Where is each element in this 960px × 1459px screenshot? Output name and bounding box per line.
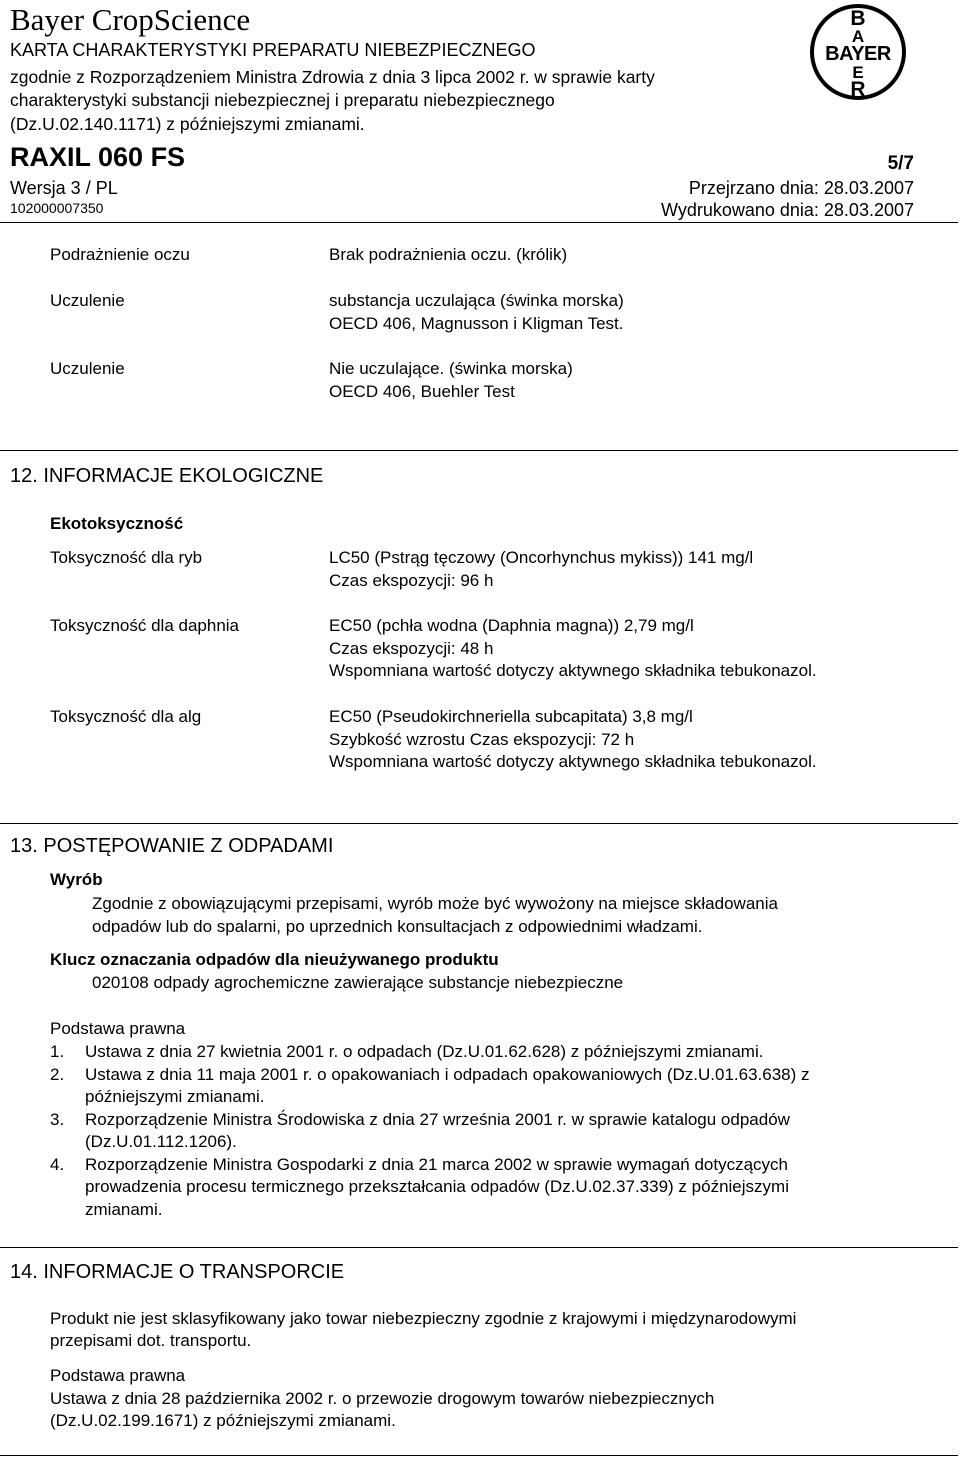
section-13-divider <box>0 823 958 824</box>
legal-item-2-line-1: Ustawa z dnia 11 maja 2001 r. o opakowaniach i odpadach opakowaniowych (Dz.U.01.63.638) z <box>85 1065 810 1084</box>
legal-item-3-num: 3. <box>50 1110 65 1129</box>
svg-text:A: A <box>851 27 865 46</box>
ecotox-label-algae: Toksyczność dla alg <box>50 707 202 726</box>
regulation-line-3: (Dz.U.02.140.1171) z późniejszymi zmianami. <box>10 114 365 134</box>
printed-date: Wydrukowano dnia: 28.03.2007 <box>660 200 914 220</box>
legal-item-4-line-2: prowadzenia procesu termicznego przekształcania odpadów (Dz.U.02.37.339) z późniejszymi <box>85 1177 789 1196</box>
tox-label-sens-1: Uczulenie <box>50 291 125 310</box>
product-name: RAXIL 060 FS <box>10 142 186 172</box>
waste-product-line-2: odpadów lub do spalarni, po uprzednich konsultacjach z odpowiednimi władzami. <box>92 917 703 936</box>
ecotox-value-algae-2: Szybkość wzrostu Czas ekspozycji: 72 h <box>329 730 635 749</box>
waste-product-label: Wyrób <box>50 870 103 889</box>
tox-value-sens-1b: OECD 406, Magnusson i Kligman Test. <box>329 314 624 333</box>
transport-text-1: Produkt nie jest sklasyfikowany jako towar niebezpieczny zgodnie z krajowymi i międzynarodowymi <box>50 1309 797 1328</box>
regulation-line-1: zgodnie z Rozporządzeniem Ministra Zdrowia z dnia 3 lipca 2002 r. w sprawie karty <box>10 67 655 87</box>
bayer-cross-logo <box>808 2 908 102</box>
section-14-divider <box>0 1247 958 1248</box>
legal-item-4-num: 4. <box>50 1155 65 1174</box>
revised-date: Przejrzano dnia: 28.03.2007 <box>688 178 914 198</box>
legal-item-2-num: 2. <box>50 1065 65 1084</box>
ecotox-value-daphnia-2: Czas ekspozycji: 48 h <box>329 639 494 658</box>
svg-text:E: E <box>852 63 864 82</box>
tox-label-sens-2: Uczulenie <box>50 359 125 378</box>
tox-value-sens-1a: substancja uczulająca (świnka morska) <box>329 291 624 310</box>
header-divider <box>0 222 958 223</box>
page-number: 5/7 <box>887 153 914 174</box>
legal-item-4-line-1: Rozporządzenie Ministra Gospodarki z dnia 21 marca 2002 w sprawie wymagań dotyczących <box>85 1155 789 1174</box>
waste-key-value: 020108 odpady agrochemiczne zawierające substancje niebezpieczne <box>92 973 624 992</box>
legal-item-1-num: 1. <box>50 1042 65 1061</box>
section-14-title: 14. INFORMACJE O TRANSPORCIE <box>10 1261 345 1283</box>
ecotox-value-algae-1: EC50 (Pseudokirchneriella subcapitata) 3,8 mg/l <box>329 707 693 726</box>
version: Wersja 3 / PL <box>10 178 118 198</box>
ecotox-value-fish-1: LC50 (Pstrąg tęczowy (Oncorhynchus mykiss)) 141 mg/l <box>329 548 754 567</box>
section-13-title: 13. POSTĘPOWANIE Z ODPADAMI <box>10 835 334 857</box>
legal-item-4-line-3: zmianami. <box>85 1200 163 1219</box>
section-12-divider <box>0 450 958 451</box>
document-code: 102000007350 <box>10 200 104 216</box>
ecotox-subtitle: Ekotoksyczność <box>50 514 184 533</box>
tox-label-eye: Podrażnienie oczu <box>50 245 190 264</box>
ecotox-value-daphnia-3: Wspomniana wartość dotyczy aktywnego składnika tebukonazol. <box>329 661 817 680</box>
waste-key-label: Klucz oznaczania odpadów dla nieużywanego produktu <box>50 950 499 969</box>
ecotox-label-fish: Toksyczność dla ryb <box>50 548 203 567</box>
regulation-line-2: charakterystyki substancji niebezpiecznej i preparatu niebezpiecznego <box>10 90 555 110</box>
ecotox-value-daphnia-1: EC50 (pchła wodna (Daphnia magna)) 2,79 mg/l <box>329 616 694 635</box>
tox-value-sens-2a: Nie uczulające. (świnka morska) <box>329 359 573 378</box>
svg-text:B: B <box>850 7 866 30</box>
transport-legal-line-2: (Dz.U.02.199.1671) z późniejszymi zmianami. <box>50 1411 396 1430</box>
section-12-title: 12. INFORMACJE EKOLOGICZNE <box>10 465 324 487</box>
transport-legal-line-1: Ustawa z dnia 28 października 2002 r. o przewozie drogowym towarów niebezpiecznych <box>50 1389 715 1408</box>
tox-value-sens-2b: OECD 406, Buehler Test <box>329 382 515 401</box>
legal-item-1-line-1: Ustawa z dnia 27 kwietnia 2001 r. o odpadach (Dz.U.01.62.628) z późniejszymi zmianami. <box>85 1042 764 1061</box>
ecotox-label-daphnia: Toksyczność dla daphnia <box>50 616 240 635</box>
footer-divider <box>0 1455 958 1456</box>
transport-text-2: przepisami dot. transportu. <box>50 1331 252 1350</box>
transport-legal-label: Podstawa prawna <box>50 1366 186 1385</box>
ecotox-value-fish-2: Czas ekspozycji: 96 h <box>329 571 494 590</box>
tox-value-eye: Brak podrażnienia oczu. (królik) <box>329 245 568 264</box>
company-name: Bayer CropScience <box>10 2 251 37</box>
document-type: KARTA CHARAKTERYSTYKI PREPARATU NIEBEZPIECZNEGO <box>10 40 536 60</box>
waste-product-line-1: Zgodnie z obowiązującymi przepisami, wyrób może być wywożony na miejsce składowania <box>92 894 778 913</box>
svg-text:R: R <box>850 78 866 101</box>
legal-item-3-line-2: (Dz.U.01.112.1206). <box>85 1132 237 1151</box>
waste-legal-label: Podstawa prawna <box>50 1019 186 1038</box>
legal-item-2-line-2: późniejszymi zmianami. <box>85 1087 265 1106</box>
svg-text:BAYER: BAYER <box>825 43 891 65</box>
ecotox-value-algae-3: Wspomniana wartość dotyczy aktywnego składnika tebukonazol. <box>329 752 817 771</box>
legal-item-3-line-1: Rozporządzenie Ministra Środowiska z dnia 27 września 2001 r. w sprawie katalogu odpadów <box>85 1110 790 1129</box>
